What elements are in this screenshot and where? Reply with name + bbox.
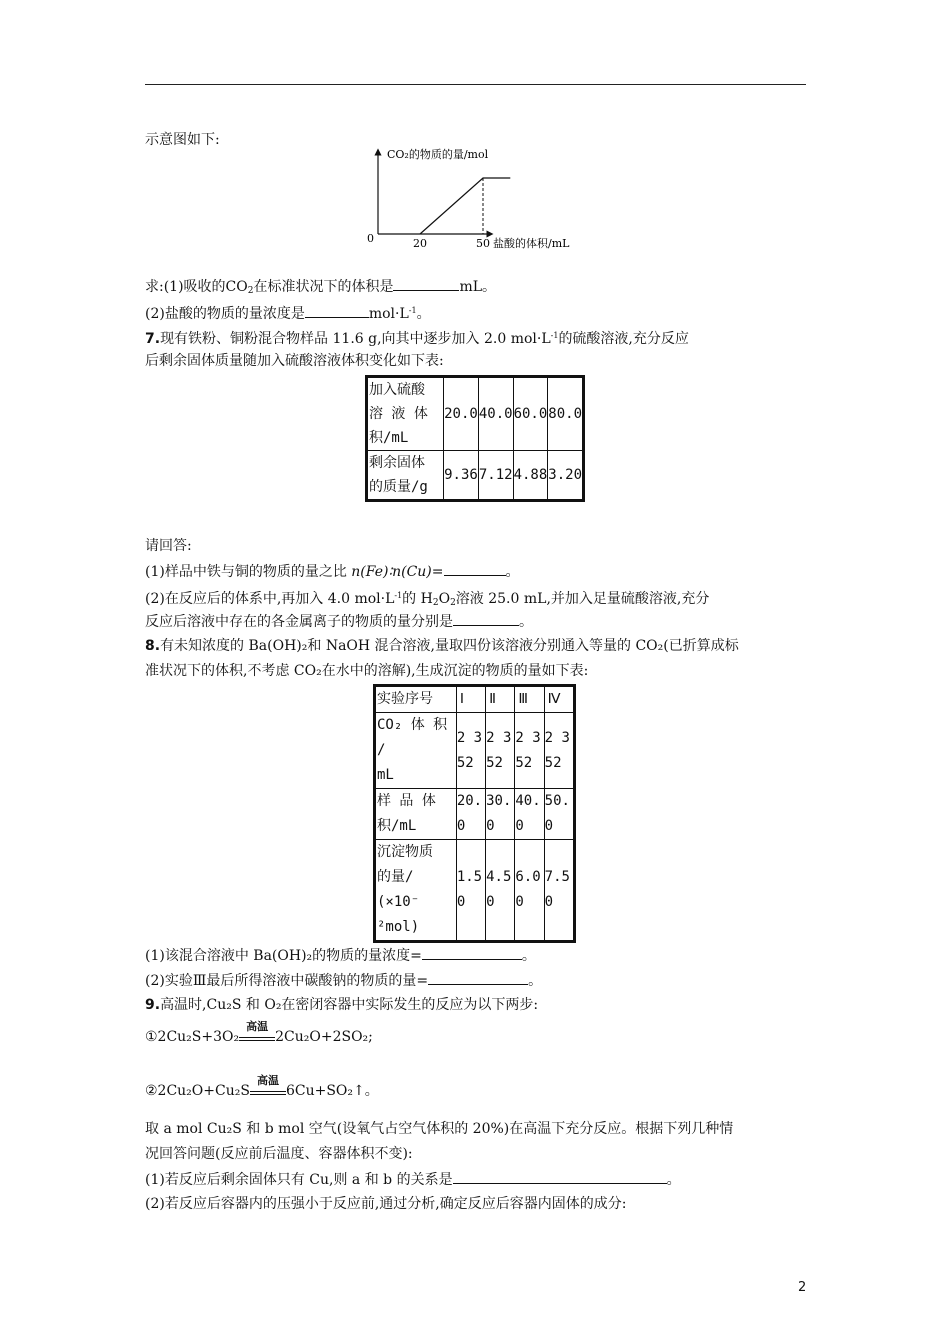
- reaction-condition: 高温: [250, 1089, 286, 1095]
- table-cell: 2 352: [515, 713, 544, 789]
- q8-answer-1: (1)该混合溶液中 Ba(OH)₂的物质的量浓度= 。: [145, 948, 536, 964]
- table-header-cell: 样 品 体 积/mL: [375, 789, 457, 840]
- q8-line-1: 8.有未知浓度的 Ba(OH)₂和 NaOH 混合溶液,量取四份该溶液分别通入等量的 CO₂(已折算成标: [145, 638, 739, 654]
- series-line: [420, 178, 510, 234]
- table-cell: 6.00: [515, 840, 544, 942]
- q9-line-1: 9.高温时,Cu₂S 和 O₂在密闭容器中实际发生的反应为以下两步:: [145, 997, 539, 1013]
- table-cell: 20.0: [456, 789, 485, 840]
- q7-prompt: 请回答:: [145, 538, 192, 554]
- diagram-intro: 示意图如下:: [145, 132, 220, 148]
- reaction-1: ①2Cu₂S+3O₂ 高温 2Cu₂O+2SO₂;: [145, 1020, 373, 1045]
- table-cell: 40.0: [515, 789, 544, 840]
- q9-para-1: 取 a mol Cu₂S 和 b mol 空气(设氧气占空气体积的 20%)在高温下充分反应。根据下列几种情: [145, 1121, 734, 1137]
- table-cell: 80.0: [548, 377, 584, 451]
- table-cell: 60.0: [513, 377, 548, 451]
- table-cell: 2 352: [486, 713, 515, 789]
- table-row: [375, 840, 575, 942]
- table-cell: 2 352: [544, 713, 574, 789]
- q7-answer-1: (1)样品中铁与铜的物质的量之比 n(Fe)∶n(Cu)= 。: [145, 564, 520, 580]
- q7-answer-2-line-1: (2)在反应后的体系中,再加入 4.0 $mol\cdot L^{-1}$的 $H_2O_2$溶液 25.0 mL,并加入足量硫酸溶液,充分: [145, 591, 710, 608]
- table-header-cell: 实验序号: [375, 686, 457, 713]
- reaction-2: ②2Cu₂O+Cu₂S 高温 6Cu+SO₂↑。: [145, 1074, 379, 1099]
- header-rule: [145, 84, 806, 85]
- table-cell: 3.20: [548, 451, 584, 501]
- q7-table: [365, 375, 585, 502]
- table-row: [375, 789, 575, 840]
- co2-hcl-chart: [0, 146, 950, 250]
- table-cell: 4.88: [513, 451, 548, 501]
- table-cell: 4.50: [486, 840, 515, 942]
- table-row: [367, 451, 584, 501]
- table-cell: 1.50: [456, 840, 485, 942]
- q6-ask-2: (2)盐酸的物质的量浓度是 $mol\cdot L^{-1}$。: [145, 306, 431, 322]
- origin-label: 0: [367, 232, 374, 245]
- table-row: [367, 377, 584, 451]
- y-axis-label: CO₂的物质的量/mol: [387, 148, 489, 161]
- q8-line-2: 准状况下的体积,不考虑 CO₂在水中的溶解),生成沉淀的物质的量如下表:: [145, 663, 589, 679]
- table-cell: 30.0: [486, 789, 515, 840]
- table-cell: 9.36: [444, 451, 479, 501]
- q7-answer-2-line-2: 反应后溶液中存在的各金属离子的物质的量分别是 。: [145, 614, 533, 630]
- q7-line-2: 后剩余固体质量随加入硫酸溶液体积变化如下表:: [145, 353, 444, 369]
- x-tick-label: 50: [476, 237, 490, 250]
- page-number: 2: [798, 1280, 807, 1295]
- table-cell: 50.0: [544, 789, 574, 840]
- table-row: [375, 686, 575, 713]
- table-cell: 40.0: [478, 377, 513, 451]
- x-axis-label: 盐酸的体积/mL: [493, 237, 570, 250]
- table-header-cell: 剩余固体 的质量/g: [367, 451, 444, 501]
- q8-answer-2: (2)实验Ⅲ最后所得溶液中碳酸钠的物质的量= 。: [145, 973, 543, 989]
- table-cell: 20.0: [444, 377, 479, 451]
- q8-table: [373, 684, 576, 943]
- x-tick-label: 20: [413, 237, 427, 250]
- table-header-cell: 加入硫酸 溶 液 体 积/mL: [367, 377, 444, 451]
- table-header-cell: CO₂ 体 积 / mL: [375, 713, 457, 789]
- q6-ask-1: 求:(1)吸收的$CO_2$在标准状况下的体积是 mL。: [145, 279, 497, 296]
- table-header-cell: 沉淀物质 的量/ (×10⁻ ²mol): [375, 840, 457, 942]
- table-cell: 7.12: [478, 451, 513, 501]
- table-header-cell: Ⅰ: [456, 686, 485, 713]
- q9-answer-2: (2)若反应后容器内的压强小于反应前,通过分析,确定反应后容器内固体的成分:: [145, 1196, 627, 1212]
- table-header-cell: Ⅱ: [486, 686, 515, 713]
- table-header-cell: Ⅲ: [515, 686, 544, 713]
- table-header-cell: Ⅳ: [544, 686, 574, 713]
- q9-para-2: 况回答问题(反应前后温度、容器体积不变):: [145, 1146, 413, 1162]
- reaction-condition: 高温: [239, 1035, 275, 1041]
- table-row: [375, 713, 575, 789]
- q7-line-1: 7.现有铁粉、铜粉混合物样品 11.6 g,向其中逐步加入 2.0 $mol\cdot L^{-1}$的硫酸溶液,充分反应: [145, 331, 689, 347]
- q9-answer-1: (1)若反应后剩余固体只有 Cu,则 a 和 b 的关系是 。: [145, 1172, 681, 1188]
- table-cell: 2 352: [456, 713, 485, 789]
- table-cell: 7.50: [544, 840, 574, 942]
